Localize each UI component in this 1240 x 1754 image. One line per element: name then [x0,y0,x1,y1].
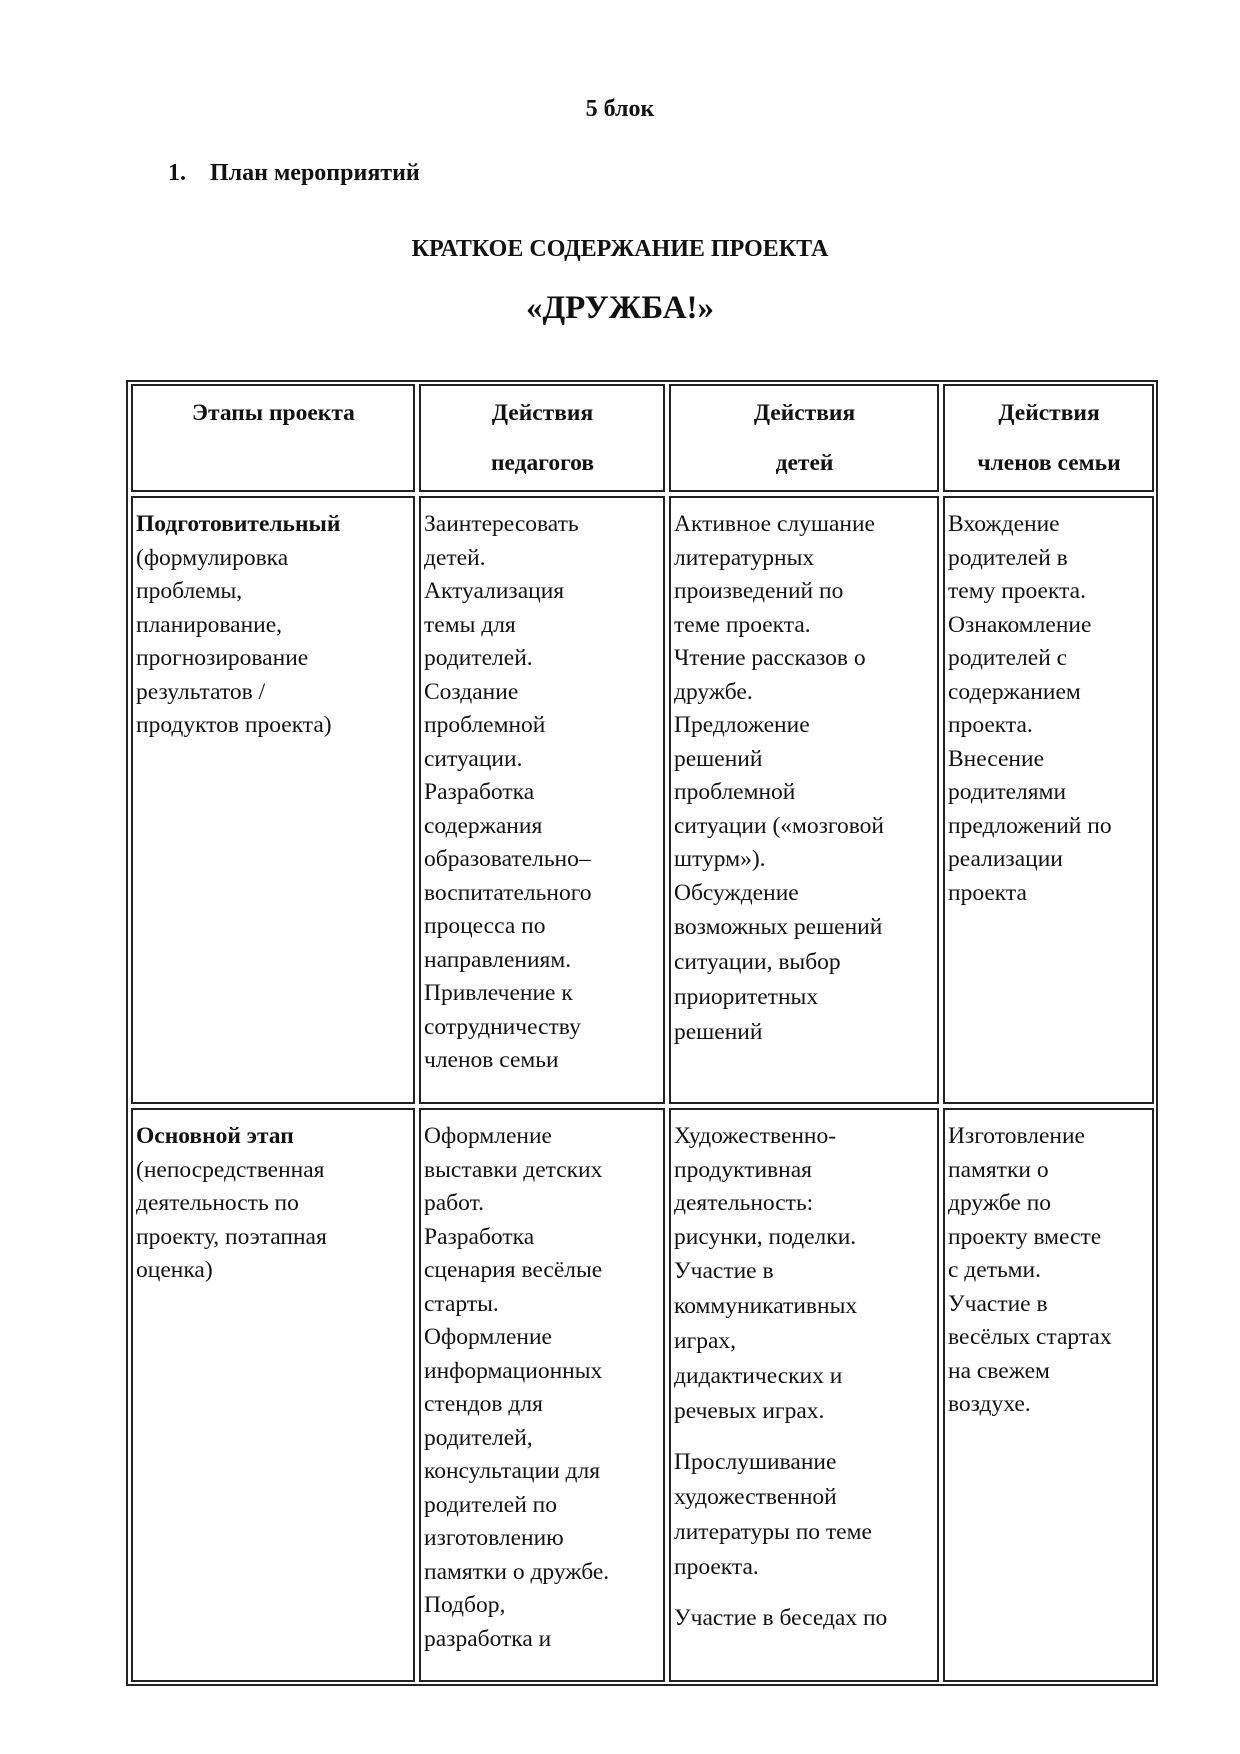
cell-line: продуктивная [674,1156,812,1183]
cell-line: Активное слушание [674,511,875,537]
cell-line: на свежем [948,1357,1050,1384]
cell-line: содержания [424,812,543,839]
teachers-cell-main [419,1108,665,1682]
cell-line: ситуации («мозговой [674,812,884,839]
cell-line: проблемы, [136,578,243,604]
cell-line: речевых играх. [674,1398,825,1424]
cell-line: решений [674,745,763,772]
cell-line: направлениям. [424,946,572,973]
cell-line: продуктов проекта) [136,712,332,738]
cell-line: предложений по [948,812,1112,839]
cell-line: проекту, поэтапная [136,1223,327,1250]
cell-line: родителей в [948,544,1068,571]
children-cell-preparatory [669,496,939,1104]
cell-line: дружбе по [948,1190,1052,1216]
cell-line: Участие в беседах по [674,1605,888,1631]
header-line: Действия [753,400,856,426]
cell-line: выставки детских [424,1156,603,1183]
section-heading [168,160,420,187]
cell-line: ситуации, выбор [674,949,841,975]
stage-cell-main [131,1108,415,1682]
cell-line: воспитательного [424,879,592,906]
section-title: План мероприятий [210,160,420,186]
teachers-cell-preparatory [419,496,665,1104]
cell-line: Изготовление [948,1123,1085,1149]
cell-line: консультации для [424,1458,601,1484]
block-label: 5 блок [585,96,655,122]
header-line: Этапы проекта [192,400,355,426]
cell-line: информационных [424,1357,603,1384]
cell-line: теме проекта. [674,611,811,638]
cell-line: тему проекта. [948,578,1086,604]
cell-line: памятки о дружбе. [424,1558,610,1585]
cell-line: разработка и [424,1625,552,1652]
cell-line: результатов / [136,678,266,705]
cell-line: прогнозирование [136,645,309,671]
cell-line: образовательно– [424,846,591,872]
document-title: КРАТКОЕ СОДЕРЖАНИЕ ПРОЕКТА [411,236,829,262]
cell-line: произведений по [674,578,844,604]
cell-line: Чтение рассказов о [674,645,866,671]
cell-line: работ. [424,1190,484,1216]
cell-line: проекта. [948,712,1033,738]
cell-line: членов семьи [424,1047,559,1073]
cell-line: штурм»). [674,846,766,872]
cell-line: ситуации. [424,745,523,772]
header-cell-stages [131,384,415,492]
header-line: членов семьи [977,450,1121,476]
cell-line: Внесение [948,745,1044,772]
cell-line: литературы по теме [674,1519,872,1545]
cell-line: проекта. [674,1554,759,1580]
cell-line: деятельность: [674,1190,814,1216]
cell-line: литературных [674,544,815,571]
cell-line: Разработка [424,1223,535,1250]
cell-line: Прослушивание [674,1449,837,1475]
cell-line: Разработка [424,779,535,805]
cell-line: памятки о [948,1156,1049,1183]
children-cell-main [669,1108,939,1682]
cell-line: сотрудничеству [424,1013,581,1040]
cell-line: родителями [948,779,1067,805]
cell-line: Обсуждение [674,879,799,906]
cell-line: художественной [674,1484,837,1510]
cell-line: детей. [424,544,486,571]
header-line: детей [775,450,834,476]
stage-name: Основной этап [136,1123,294,1149]
cell-line: проекту вместе [948,1223,1102,1250]
cell-line: сценария весёлые [424,1257,603,1283]
header-cell-teachers [419,384,665,492]
cell-line: Ознакомление [948,611,1092,638]
cell-line: родителей с [948,645,1068,671]
cell-line: проблемной [674,779,796,805]
cell-line: коммуникативных [674,1293,858,1319]
cell-line: оценка) [136,1257,213,1283]
cell-line: весёлых стартах [948,1324,1112,1350]
cell-line: воздухе. [948,1391,1031,1417]
cell-line: Привлечение к [424,980,573,1006]
cell-line: рисунки, поделки. [674,1223,857,1250]
cell-line: темы для [424,611,516,638]
cell-line: проблемной [424,712,546,738]
family-cell-preparatory [943,496,1154,1104]
cell-line: старты. [424,1290,499,1317]
cell-line: Предложение [674,712,810,738]
cell-line: Заинтересовать [424,511,579,537]
cell-line: приоритетных [674,984,819,1010]
cell-line: Художественно- [674,1123,837,1149]
cell-line: дружбе. [674,678,753,705]
cell-line: проекта [948,879,1027,906]
cell-line: деятельность по [136,1190,299,1216]
stage-name: Подготовительный [136,511,341,537]
cell-line: Участие в [948,1290,1048,1317]
cell-line: содержанием [948,678,1081,705]
document-subtitle: «ДРУЖБА!» [525,290,715,326]
cell-line: (непосредственная [136,1156,325,1183]
cell-line: родителей по [424,1491,557,1518]
header-cell-family [943,384,1154,492]
cell-line: реализации [948,846,1063,872]
cell-line: решений [674,1019,763,1045]
cell-line: Оформление [424,1324,552,1350]
cell-line: Актуализация [424,578,565,604]
section-number: 1. [168,160,186,186]
cell-line: изготовлению [424,1525,564,1551]
header-line: Действия [998,400,1100,426]
header-line: педагогов [490,450,595,476]
cell-line: дидактических и [674,1363,843,1389]
cell-line: с детьми. [948,1257,1042,1283]
cell-line: Вхождение [948,511,1060,537]
cell-line: Участие в [674,1258,774,1284]
cell-line: играх, [674,1328,737,1354]
cell-line: планирование, [136,611,283,638]
cell-line: родителей. [424,645,533,671]
cell-line: Создание [424,678,519,705]
cell-line: родителей, [424,1424,533,1451]
cell-line: Подбор, [424,1592,506,1618]
cell-line: процесса по [424,913,546,939]
stage-cell-preparatory [131,496,415,1104]
family-cell-main [943,1108,1154,1682]
cell-line: Оформление [424,1123,552,1149]
header-line: Действия [491,400,594,426]
cell-line: (формулировка [136,544,289,571]
cell-line: возможных решений [674,914,883,940]
header-cell-children [669,384,939,492]
cell-line: стендов для [424,1391,543,1417]
